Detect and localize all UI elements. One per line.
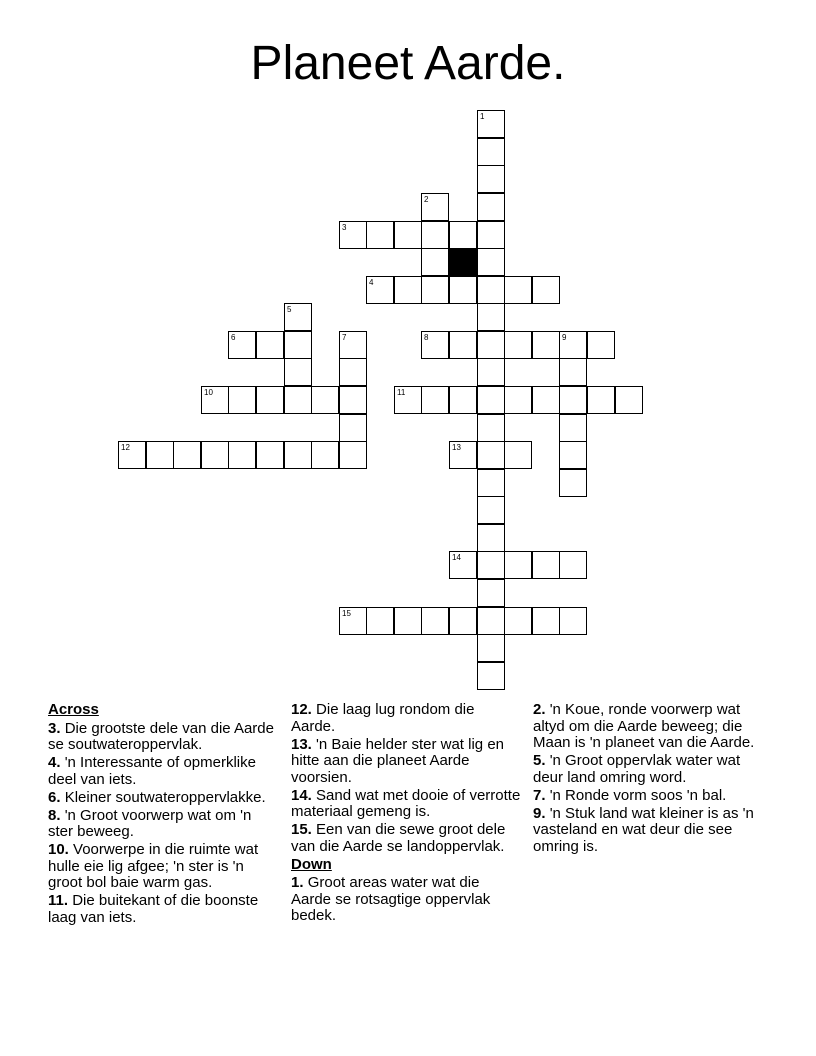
grid-cell[interactable] bbox=[284, 331, 312, 359]
grid-cell[interactable] bbox=[256, 386, 284, 414]
clue-text: Voorwerpe in die ruimte wat hulle eie lig afgee; 'n ster is 'n groot bol baie warm gas. bbox=[48, 841, 259, 891]
clue-number: 15. bbox=[291, 821, 312, 838]
clue-number: 14. bbox=[291, 786, 312, 804]
clue bbox=[48, 842, 276, 892]
grid-cell[interactable] bbox=[477, 138, 505, 166]
grid-cell[interactable] bbox=[449, 386, 477, 414]
clue bbox=[533, 788, 761, 805]
clue bbox=[48, 808, 276, 841]
cell-number: 14 bbox=[452, 553, 461, 562]
grid-cell[interactable] bbox=[504, 607, 532, 635]
page-title: Planeet Aarde. bbox=[250, 37, 566, 90]
grid-cell[interactable] bbox=[532, 607, 560, 635]
clue-column-3 bbox=[533, 702, 761, 857]
grid-cell[interactable] bbox=[477, 662, 505, 690]
grid-cell[interactable] bbox=[477, 276, 505, 304]
grid-cell[interactable] bbox=[228, 441, 256, 469]
grid-cell[interactable] bbox=[449, 331, 477, 359]
grid-cell[interactable] bbox=[559, 386, 587, 414]
grid-cell[interactable] bbox=[339, 607, 367, 635]
grid-cell[interactable] bbox=[477, 607, 505, 635]
clue-number: 12. bbox=[291, 701, 312, 718]
grid-cell[interactable] bbox=[477, 551, 505, 579]
clue-column-2 bbox=[291, 702, 521, 926]
clue bbox=[533, 702, 761, 752]
cell-number: 13 bbox=[452, 443, 461, 452]
grid-cell[interactable] bbox=[339, 358, 367, 386]
grid-cell[interactable] bbox=[559, 551, 587, 579]
grid-cell[interactable] bbox=[394, 221, 422, 249]
cell-number: 7 bbox=[342, 333, 347, 342]
clue-number: 8. bbox=[48, 806, 61, 824]
grid-cell[interactable] bbox=[421, 276, 449, 304]
clue-number: 11. bbox=[48, 892, 69, 909]
cell-number: 8 bbox=[424, 333, 429, 342]
grid-cell[interactable] bbox=[146, 441, 174, 469]
grid-cell[interactable] bbox=[477, 193, 505, 221]
grid-cell[interactable] bbox=[559, 469, 587, 497]
grid-cell[interactable] bbox=[394, 607, 422, 635]
grid-cell[interactable] bbox=[559, 358, 587, 386]
cell-number: 11 bbox=[397, 388, 406, 397]
clue bbox=[533, 753, 761, 786]
clue-text: Groot areas water wat die Aarde se rotsagtige oppervlak bedek. bbox=[291, 874, 491, 924]
clue-number: 1. bbox=[291, 874, 304, 891]
grid-cell[interactable] bbox=[284, 303, 312, 331]
grid-cell[interactable] bbox=[228, 386, 256, 414]
clue-text: 'n Stuk land wat kleiner is as 'n vasteland en wat deur die see omring is. bbox=[533, 804, 754, 855]
across-heading: Across bbox=[48, 701, 99, 718]
grid-cell[interactable] bbox=[173, 441, 201, 469]
cell-number: 2 bbox=[424, 195, 429, 204]
grid-cell[interactable] bbox=[421, 331, 449, 359]
grid-cell[interactable] bbox=[477, 110, 505, 138]
grid-cell[interactable] bbox=[587, 331, 615, 359]
clue-number: 2. bbox=[533, 701, 546, 718]
grid-cell[interactable] bbox=[256, 331, 284, 359]
grid-cell[interactable] bbox=[532, 386, 560, 414]
clue-text: Sand wat met dooie of verrotte materiaal gemeng is. bbox=[291, 786, 521, 820]
clue bbox=[533, 806, 761, 856]
clue-text: 'n Baie helder ster wat lig en hitte aan die planeet Aarde voorsien. bbox=[291, 735, 504, 786]
grid-cell[interactable] bbox=[477, 496, 505, 524]
grid-cell[interactable] bbox=[201, 386, 229, 414]
clue bbox=[291, 875, 521, 925]
cell-number: 5 bbox=[287, 305, 292, 314]
grid-cell[interactable] bbox=[504, 551, 532, 579]
grid-cell[interactable] bbox=[394, 386, 422, 414]
grid-cell[interactable] bbox=[284, 386, 312, 414]
clue-number: 13. bbox=[291, 735, 312, 753]
grid-cell[interactable] bbox=[477, 469, 505, 497]
grid-cell[interactable] bbox=[449, 551, 477, 579]
grid-cell[interactable] bbox=[421, 221, 449, 249]
cell-number: 6 bbox=[231, 333, 236, 342]
clue bbox=[291, 788, 521, 821]
grid-cell[interactable] bbox=[532, 331, 560, 359]
grid-cell[interactable] bbox=[421, 386, 449, 414]
grid-cell[interactable] bbox=[284, 441, 312, 469]
clue-text: Die laag lug rondom die Aarde. bbox=[291, 701, 475, 735]
clue bbox=[48, 755, 276, 788]
grid-cell[interactable] bbox=[477, 165, 505, 193]
grid-cell[interactable] bbox=[477, 634, 505, 662]
grid-cell[interactable] bbox=[504, 386, 532, 414]
grid-cell[interactable] bbox=[587, 386, 615, 414]
grid-cell[interactable] bbox=[311, 386, 339, 414]
grid-cell[interactable] bbox=[477, 303, 505, 331]
grid-cell[interactable] bbox=[284, 358, 312, 386]
grid-cell[interactable] bbox=[477, 221, 505, 249]
cell-number: 9 bbox=[562, 333, 567, 342]
grid-cell[interactable] bbox=[477, 386, 505, 414]
grid-cell[interactable] bbox=[504, 331, 532, 359]
grid-cell[interactable] bbox=[256, 441, 284, 469]
clue-number: 6. bbox=[48, 788, 61, 806]
cell-number: 3 bbox=[342, 223, 347, 232]
cell-number: 15 bbox=[342, 609, 351, 618]
clue-number: 5. bbox=[533, 752, 546, 769]
grid-cell[interactable] bbox=[504, 441, 532, 469]
clue bbox=[291, 737, 521, 787]
grid-cell[interactable] bbox=[449, 607, 477, 635]
grid-cell[interactable] bbox=[394, 276, 422, 304]
grid-cell[interactable] bbox=[477, 579, 505, 607]
grid-cell[interactable] bbox=[449, 441, 477, 469]
clue-number: 4. bbox=[48, 754, 61, 771]
clue-text: 'n Groot oppervlak water wat deur land omring word. bbox=[533, 752, 741, 786]
clue-text: Die grootste dele van die Aarde se soutwateroppervlak. bbox=[48, 719, 274, 753]
grid-cell[interactable] bbox=[339, 414, 367, 442]
grid-cell[interactable] bbox=[421, 248, 449, 276]
grid-cell[interactable] bbox=[477, 441, 505, 469]
grid-cell[interactable] bbox=[559, 331, 587, 359]
grid-cell[interactable] bbox=[477, 358, 505, 386]
grid-cell[interactable] bbox=[532, 551, 560, 579]
clue-text: Een van die sewe groot dele van die Aarde se landoppervlak. bbox=[291, 821, 506, 855]
grid-cell[interactable] bbox=[421, 607, 449, 635]
grid-cell[interactable] bbox=[559, 441, 587, 469]
grid-cell[interactable] bbox=[118, 441, 146, 469]
clue-text: 'n Interessante of opmerklike deel van iets. bbox=[48, 754, 256, 788]
grid-cell[interactable] bbox=[201, 441, 229, 469]
grid-cell[interactable] bbox=[559, 607, 587, 635]
clue-text: Kleiner soutwateroppervlakke. bbox=[64, 788, 266, 806]
clue-column-1 bbox=[48, 702, 276, 928]
clue-number: 10. bbox=[48, 841, 69, 858]
clue-number: 3. bbox=[48, 719, 61, 737]
grid-cell-blocked bbox=[449, 248, 477, 276]
cell-number: 4 bbox=[369, 278, 374, 287]
clue-number: 9. bbox=[533, 804, 546, 822]
clue bbox=[48, 790, 276, 807]
grid-cell[interactable] bbox=[559, 414, 587, 442]
grid-cell[interactable] bbox=[311, 441, 339, 469]
grid-cell[interactable] bbox=[366, 607, 394, 635]
grid-cell[interactable] bbox=[339, 441, 367, 469]
clue-text: 'n Koue, ronde voorwerp wat altyd om die Aarde beweeg; die Maan is 'n planeet van die Aarde. bbox=[533, 701, 755, 751]
clue-text: Die buitekant of die boonste laag van iets. bbox=[48, 892, 259, 926]
grid-cell[interactable] bbox=[477, 331, 505, 359]
clue-text: 'n Ronde vorm soos 'n bal. bbox=[549, 786, 727, 804]
grid-cell[interactable] bbox=[504, 276, 532, 304]
grid-cell[interactable] bbox=[421, 193, 449, 221]
grid-cell[interactable] bbox=[339, 221, 367, 249]
grid-cell[interactable] bbox=[339, 331, 367, 359]
clue bbox=[291, 822, 521, 855]
grid-cell[interactable] bbox=[477, 414, 505, 442]
grid-cell[interactable] bbox=[339, 386, 367, 414]
down-heading: Down bbox=[291, 855, 332, 873]
grid-cell[interactable] bbox=[477, 524, 505, 552]
cell-number: 12 bbox=[121, 443, 130, 452]
clue-text: 'n Groot voorwerp wat om 'n ster beweeg. bbox=[48, 806, 252, 840]
clue bbox=[48, 893, 276, 926]
clue bbox=[48, 721, 276, 754]
clue bbox=[291, 702, 521, 735]
grid-cell[interactable] bbox=[366, 276, 394, 304]
grid-cell[interactable] bbox=[366, 221, 394, 249]
grid-cell[interactable] bbox=[532, 276, 560, 304]
grid-cell[interactable] bbox=[477, 248, 505, 276]
grid-cell[interactable] bbox=[449, 221, 477, 249]
grid-cell[interactable] bbox=[449, 276, 477, 304]
cell-number: 10 bbox=[204, 388, 213, 397]
grid-cell[interactable] bbox=[228, 331, 256, 359]
cell-number: 1 bbox=[480, 112, 485, 121]
grid-cell[interactable] bbox=[615, 386, 643, 414]
clue-number: 7. bbox=[533, 786, 546, 804]
